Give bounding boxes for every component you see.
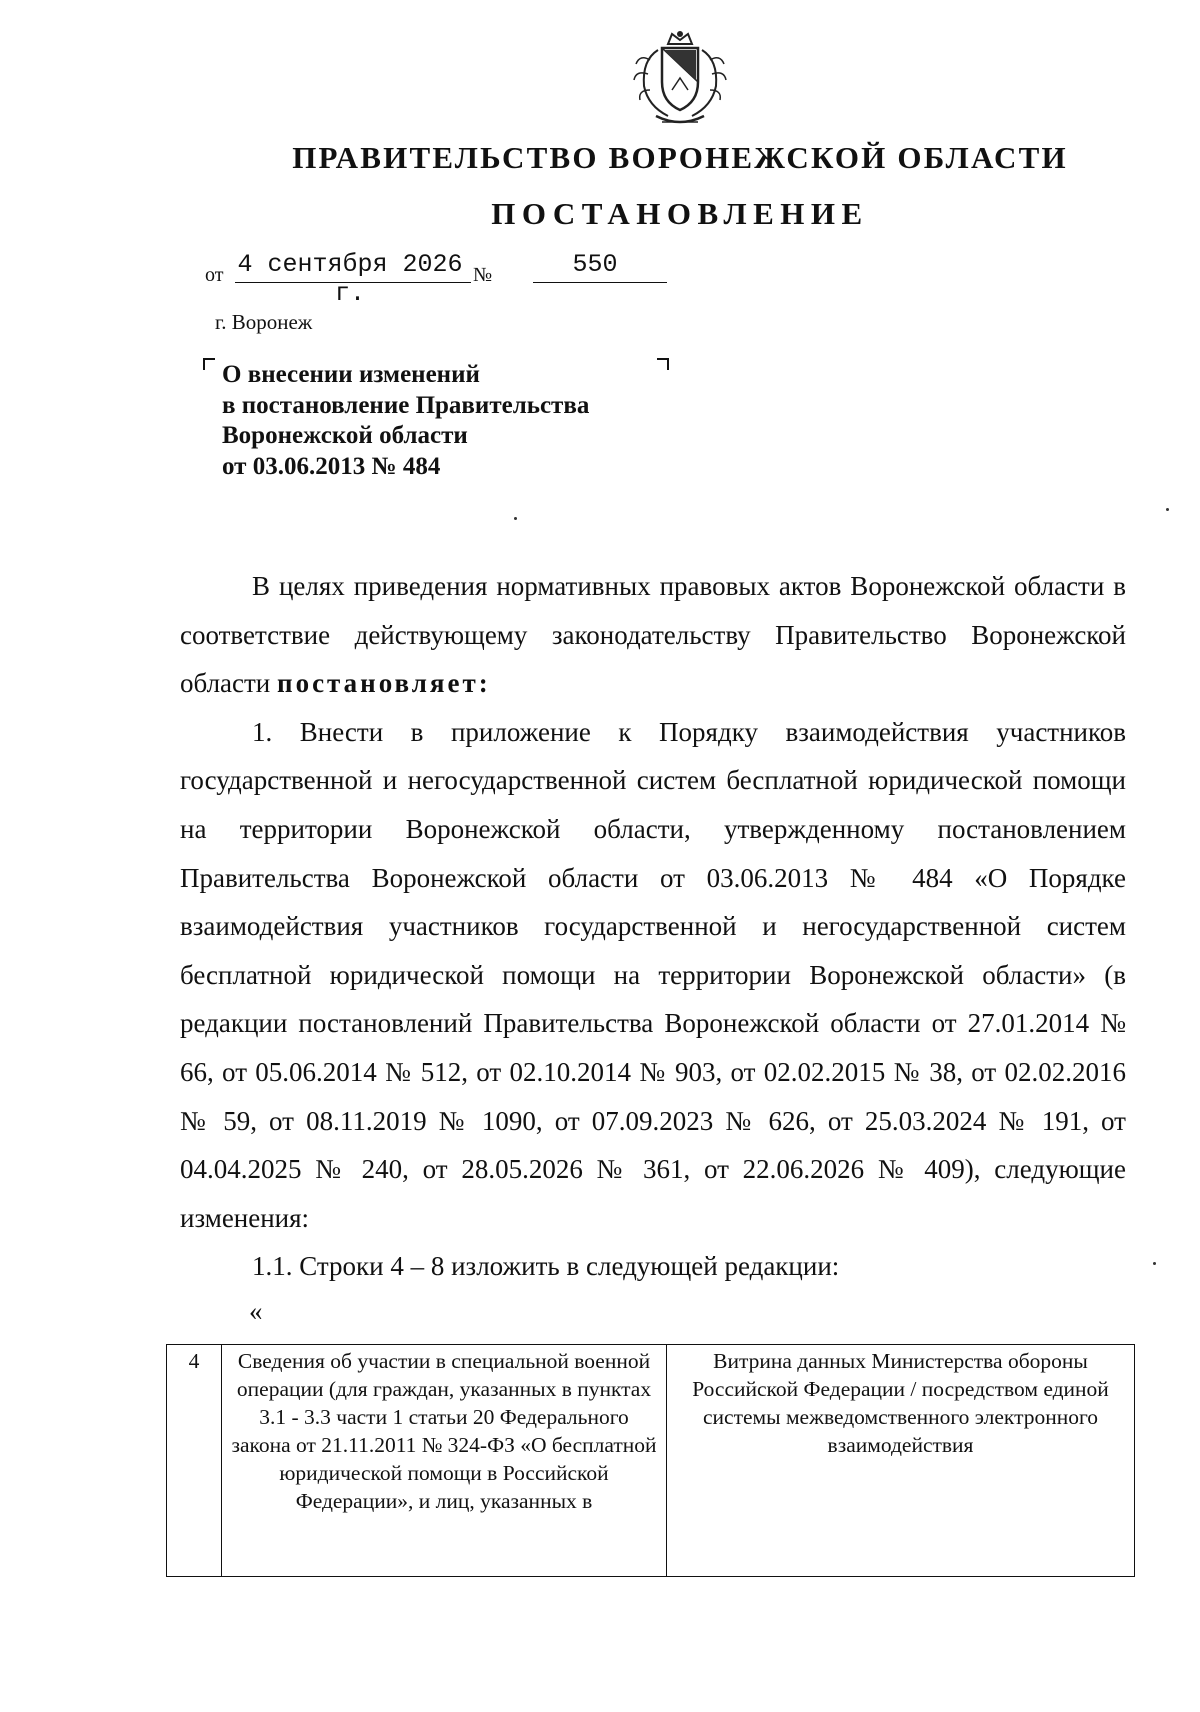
intro-text: В целях приведения нормативных правовых актов Воронежской области в соответствие действующему законодательству Правительство Воронежской области [180,571,1126,699]
date-number-row [205,250,685,308]
coat-of-arms-icon [628,30,732,130]
scan-speck [514,517,517,520]
subject-corner-left [203,358,215,370]
government-title: ПРАВИТЕЛЬСТВО ВОРОНЕЖСКОЙ ОБЛАСТИ [292,140,1068,175]
amendment-table [166,1344,1135,1577]
city-label: г. Воронеж [215,310,313,334]
row-info-cell: Сведения об участии в специальной военной операции (для граждан, указанных в пунктах 3.1 - 3.3 части 1 статьи 20 Федерального закона от 21.11.2011 № 324-ФЗ «О бесплатной юридической помощи в Российской Федерации», и лиц, указанных в [222,1345,667,1577]
number-prefix: № [473,264,493,286]
date-prefix: от [205,264,224,286]
row-source-cell: Витрина данных Министерства обороны Российской Федерации / посредством единой системы межведомственного электронного взаимодействия [667,1345,1135,1577]
document-number: 550 [572,250,618,279]
subject-line: в постановление Правительства [222,391,590,419]
document-body [180,562,1126,1291]
intro-paragraph [180,562,1126,708]
quote-open-mark: « [249,1296,263,1326]
item-1-1-paragraph: 1.1. Строки 4 – 8 изложить в следующей редакции: [252,1251,840,1282]
subject-line: О внесении изменений [222,361,480,388]
date-underline [235,282,471,283]
number-underline [533,282,667,283]
document-date: 4 сентября 2026 г. [237,250,463,308]
subject-line: Воронежской области [222,422,468,449]
table-row [167,1345,1135,1577]
document-subject [222,360,662,482]
item-1-paragraph: 1. Внести в приложение к Порядку взаимодействия участников государственной и негосударственной систем бесплатной юридической помощи на территории Воронежской области, утвержденному постановлением Правительства Воронежской области от 03.06.2013 № 484 «О Порядке взаимодействия участников государственной и негосударственной систем бесплатной юридической помощи на территории Воронежской области» (в редакции постановлений Правительства Воронежской области от 27.01.2014 № 66, от 05.06.2014 № 512, от 02.10.2014 № 903, от 02.02.2015 № 38, от 02.02.2016 № 59, от 08.11.2019 № 1090, от 07.09.2023 № 626, от 25.03.2024 № 191, от 04.04.2025 № 240, от 28.05.2026 № 361, от 22.06.2026 № 409), следующие изменения: [180,716,1126,1233]
intro-emphasis: постановляет: [277,668,491,699]
subject-line: от 03.06.2013 № 484 [222,452,441,480]
scan-speck [1166,508,1169,511]
row-number-cell: 4 [167,1345,222,1577]
document-type-title: ПОСТАНОВЛЕНИЕ [491,196,869,231]
scan-speck [1153,1262,1156,1265]
